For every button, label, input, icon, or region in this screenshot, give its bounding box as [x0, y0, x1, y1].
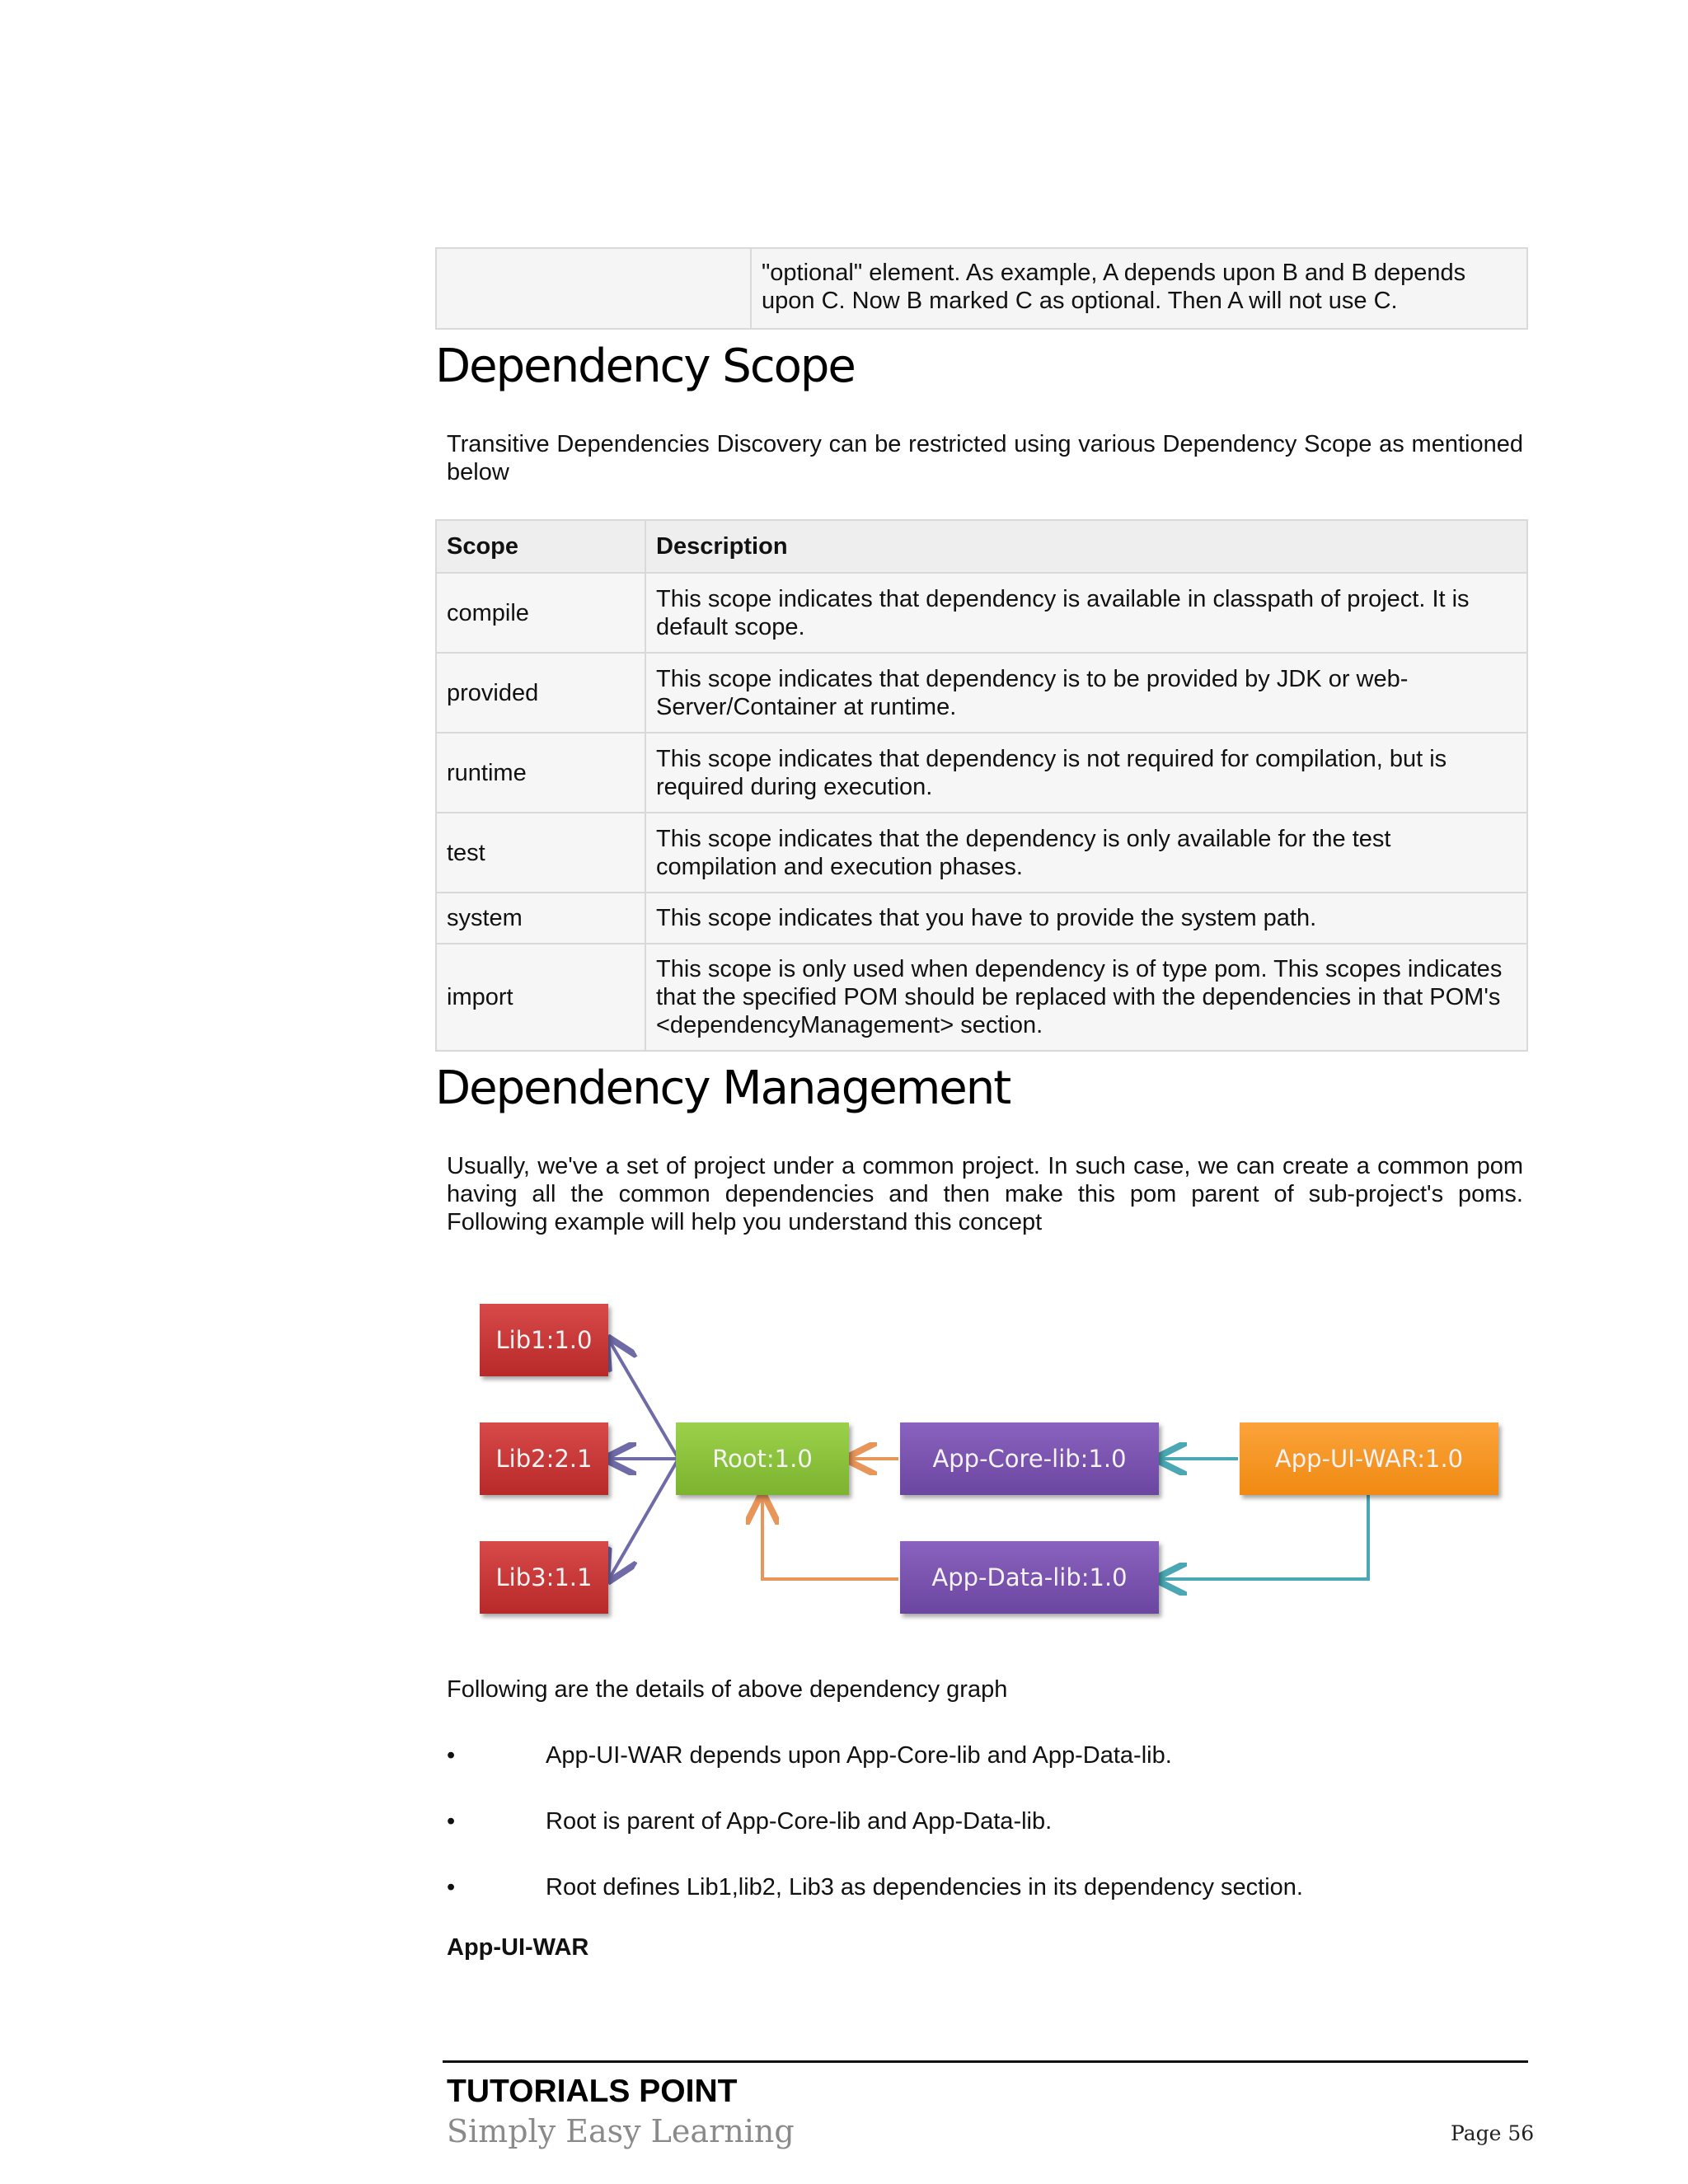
footer-tagline: Simply Easy Learning	[447, 2113, 795, 2149]
dependency-graph-diagram	[462, 1286, 1533, 1657]
description-column-header: Description	[645, 520, 1527, 573]
scope-column-header: Scope	[436, 520, 645, 573]
scope-intro-paragraph: Transitive Dependencies Discovery can be restricted using various Dependency Scope as mentioned below	[447, 431, 1523, 485]
table-row	[436, 813, 1527, 893]
bullet-icon: •	[447, 1808, 456, 1835]
arrow-war-to-data	[1160, 1495, 1368, 1579]
description-cell: This scope is only used when dependency is of type pom. This scopes indicates that the specified POM should be replaced with the dependencies in that POM's <dependencyManagement> section.	[645, 944, 1527, 1051]
scope-cell: system	[436, 893, 645, 944]
section-heading-dependency-management: Dependency Management	[435, 1062, 1010, 1115]
node-root: Root:1.0	[676, 1422, 849, 1495]
list-item	[447, 1873, 1523, 1901]
scope-cell: provided	[436, 653, 645, 733]
footer-divider	[443, 2060, 1528, 2063]
scope-cell: test	[436, 813, 645, 893]
list-item-text: Root defines Lib1,lib2, Lib3 as dependencies in its dependency section.	[546, 1874, 1303, 1900]
arrow-root-to-lib3	[610, 1460, 678, 1577]
description-cell: This scope indicates that dependency is to be provided by JDK or web-Server/Container at runtime.	[645, 653, 1527, 733]
section-heading-dependency-scope: Dependency Scope	[435, 340, 855, 393]
scope-table-header-row	[436, 520, 1527, 573]
description-cell: This scope indicates that you have to provide the system path.	[645, 893, 1527, 944]
node-lib1: Lib1:1.0	[480, 1304, 608, 1376]
node-app-ui-war: App-UI-WAR:1.0	[1240, 1422, 1498, 1495]
management-intro-paragraph: Usually, we've a set of project under a common project. In such case, we can create a common pom having all the common dependencies and then make this pom parent of sub-project's poms. Following example will help you understand this concept	[447, 1153, 1523, 1235]
scope-cell: compile	[436, 573, 645, 653]
description-cell: This scope indicates that dependency is not required for compilation, but is required during execution.	[645, 733, 1527, 813]
table-row	[436, 893, 1527, 944]
details-intro: Following are the details of above dependency graph	[447, 1676, 1008, 1703]
list-item-text: App-UI-WAR depends upon App-Core-lib and App-Data-lib.	[546, 1742, 1172, 1769]
page-number: Page 56	[1451, 2121, 1535, 2145]
node-app-core-lib: App-Core-lib:1.0	[900, 1422, 1159, 1495]
node-lib3: Lib3:1.1	[480, 1541, 608, 1614]
bullet-icon: •	[447, 1874, 456, 1900]
list-item	[447, 1807, 1523, 1835]
description-cell: This scope indicates that the dependency is only available for the test compilation and execution phases.	[645, 813, 1527, 893]
bullet-icon: •	[447, 1742, 456, 1769]
table-row	[436, 733, 1527, 813]
arrow-root-to-lib1	[610, 1342, 678, 1457]
continuation-cell-right: "optional" element. As example, A depends upon B and B depends upon C. Now B marked C as optional. Then A will not use C.	[762, 260, 1466, 314]
scope-cell: import	[436, 944, 645, 1051]
table-row	[436, 573, 1527, 653]
footer-brand: TUTORIALS POINT	[447, 2074, 738, 2109]
continuation-cell-left	[437, 249, 752, 328]
node-lib2: Lib2:2.1	[480, 1422, 608, 1495]
scope-table	[435, 519, 1528, 1052]
list-item	[447, 1741, 1523, 1769]
subheading-app-ui-war: App-UI-WAR	[447, 1934, 589, 1961]
table-row	[436, 653, 1527, 733]
description-cell: This scope indicates that dependency is available in classpath of project. It is default scope.	[645, 573, 1527, 653]
scope-cell: runtime	[436, 733, 645, 813]
continuation-table-row	[435, 247, 1528, 330]
list-item-text: Root is parent of App-Core-lib and App-Data-lib.	[546, 1808, 1053, 1835]
table-row	[436, 944, 1527, 1051]
arrow-data-to-root	[762, 1498, 898, 1579]
node-app-data-lib: App-Data-lib:1.0	[900, 1541, 1159, 1614]
